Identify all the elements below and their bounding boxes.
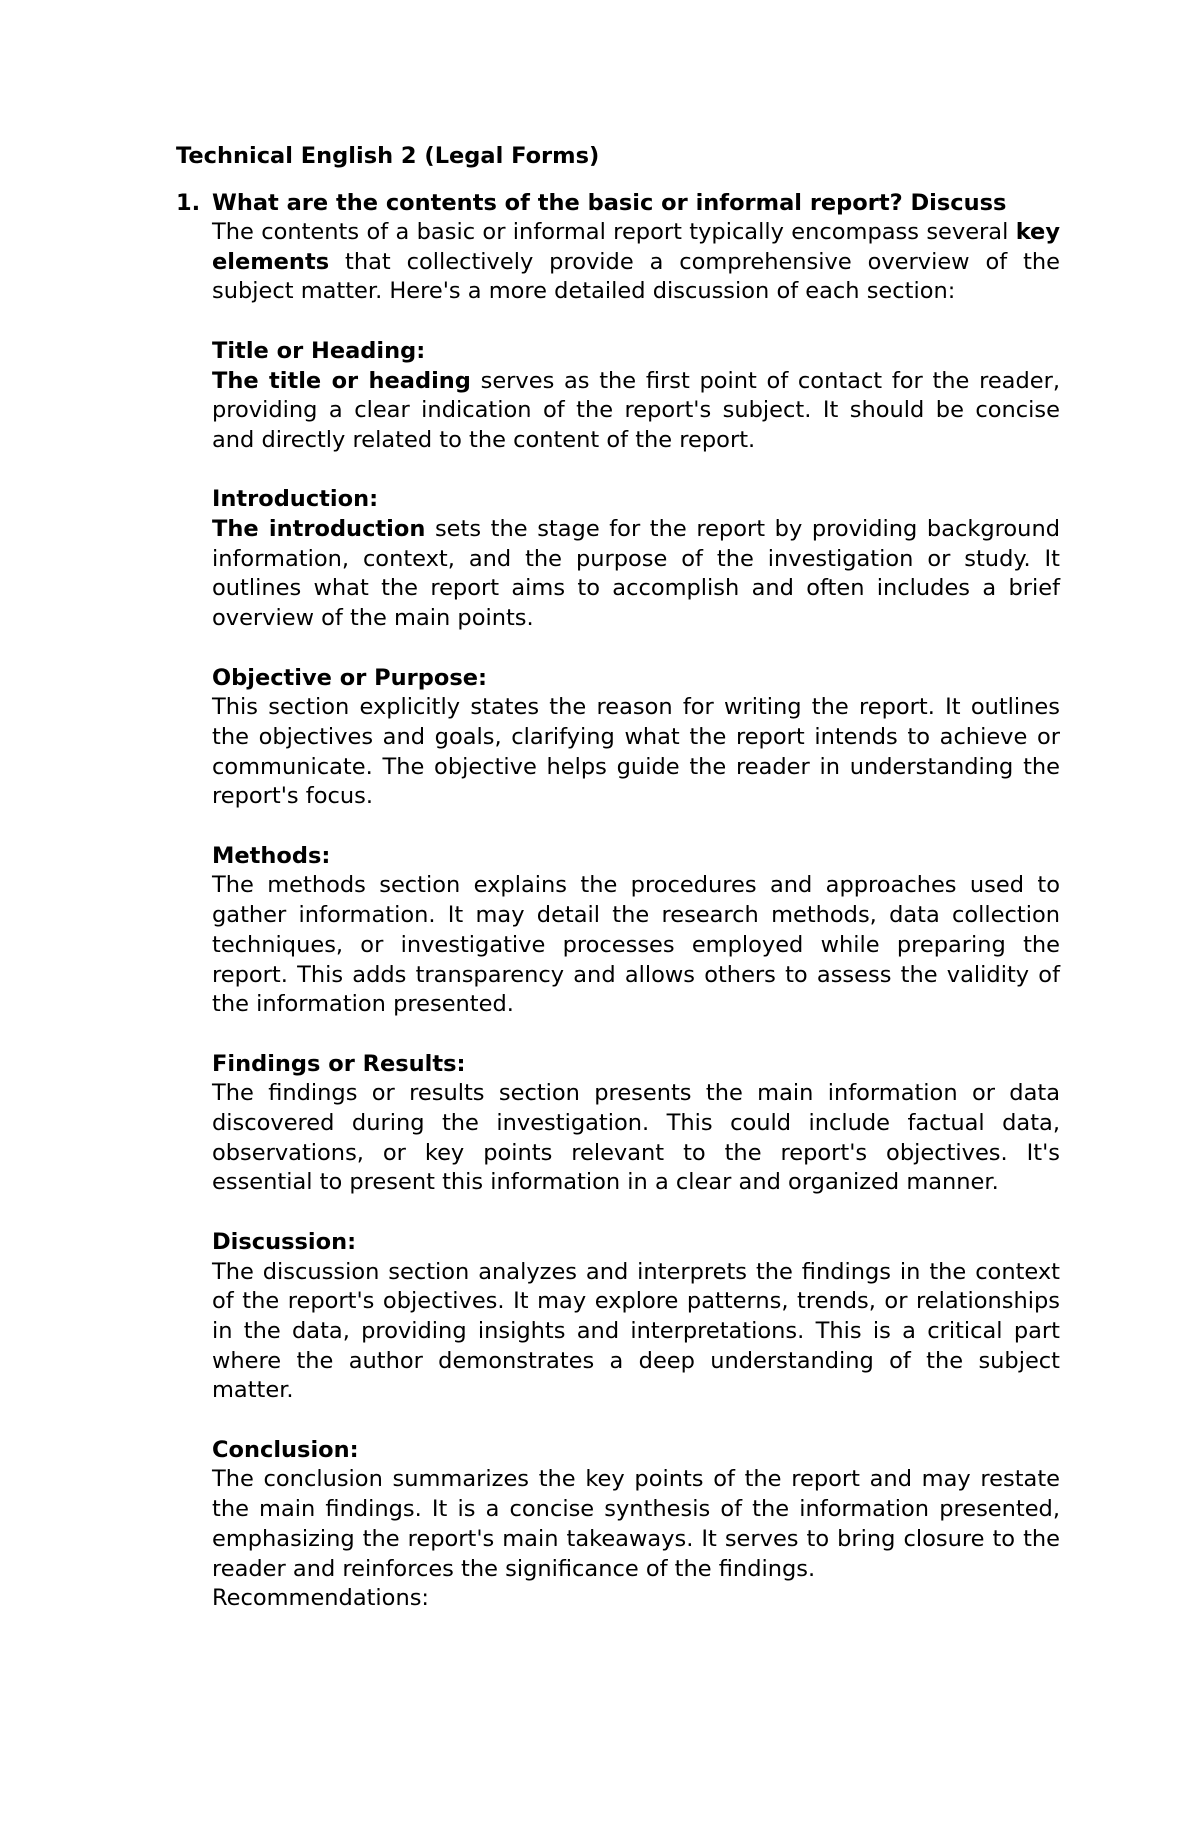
section-lead-term: The introduction [212, 516, 426, 542]
section-discussion [212, 1228, 1060, 1406]
intro-bold-term: key elements [212, 219, 1060, 275]
section-methods [212, 842, 1060, 1020]
section-paragraph: The conclusion summarizes the key points of the report and may restate the main findings. It is a concise synthesis of the information presented, emphasizing the report's main takeaways. It serves to bring closure to the reader and reinforces the significance of the findings. [212, 1466, 1060, 1582]
question-text: What are the contents of the basic or informal report? Discuss [212, 190, 1007, 216]
section-paragraph: The findings or results section presents the main information or data discovered during the investigation. This could include factual data, observations, or key points relevant to the report's objectives. It's essential to present this information in a clear and organized manner. [212, 1080, 1060, 1196]
question-number: 1. [176, 190, 201, 216]
section-heading: Conclusion: [212, 1436, 359, 1463]
intro-text-start: The contents of a basic or informal report typically encompass several [212, 219, 1016, 245]
section-introduction [212, 485, 1060, 634]
section-paragraph [212, 367, 1060, 456]
section-body: sets the stage for the report by providing background information, context, and the purpose of the investigation or study. It outlines what the report aims to accomplish and often includes a brief overview of the main points. [212, 516, 1060, 632]
document-title: Technical English 2 (Legal Forms) [176, 143, 600, 169]
section-heading: Findings or Results: [212, 1050, 466, 1077]
section-objective [212, 664, 1060, 813]
section-paragraph: The methods section explains the procedures and approaches used to gather information. It may detail the research methods, data collection techniques, or investigative processes employed while preparing the report. This adds transparency and allows others to assess the validity of the information presented. [212, 872, 1060, 1018]
section-paragraph: This section explicitly states the reason for writing the report. It outlines the objectives and goals, clarifying what the report intends to achieve or communicate. The objective helps guide the reader in understanding the report's focus. [212, 694, 1060, 810]
recommendations-label: Recommendations: [212, 1585, 430, 1612]
section-heading: Title or Heading: [212, 337, 426, 364]
section-heading: Introduction: [212, 486, 379, 513]
question-heading [176, 188, 1076, 218]
section-conclusion [212, 1436, 1060, 1614]
section-paragraph: The discussion section analyzes and interprets the findings in the context of the report's objectives. It may explore patterns, trends, or relationships in the data, providing insights and interpretations. This is a critical part where the author demonstrates a deep understanding of the subject matter. [212, 1258, 1060, 1404]
intro-paragraph [212, 218, 1060, 307]
intro-text-end: that collectively provide a comprehensive overview of the subject matter. Here's a more detailed discussion of each section: [212, 248, 1060, 305]
section-heading: Discussion: [212, 1228, 357, 1255]
section-title-or-heading [212, 337, 1060, 456]
section-paragraph [212, 515, 1060, 634]
section-heading: Objective or Purpose: [212, 664, 487, 691]
section-body: serves as the first point of contact for the reader, providing a clear indication of the report's subject. It should be concise and directly related to the content of the report. [212, 367, 1060, 453]
section-heading: Methods: [212, 842, 331, 869]
answer-body [212, 218, 1060, 1614]
section-findings [212, 1050, 1060, 1199]
section-lead-term: The title or heading [212, 367, 471, 394]
